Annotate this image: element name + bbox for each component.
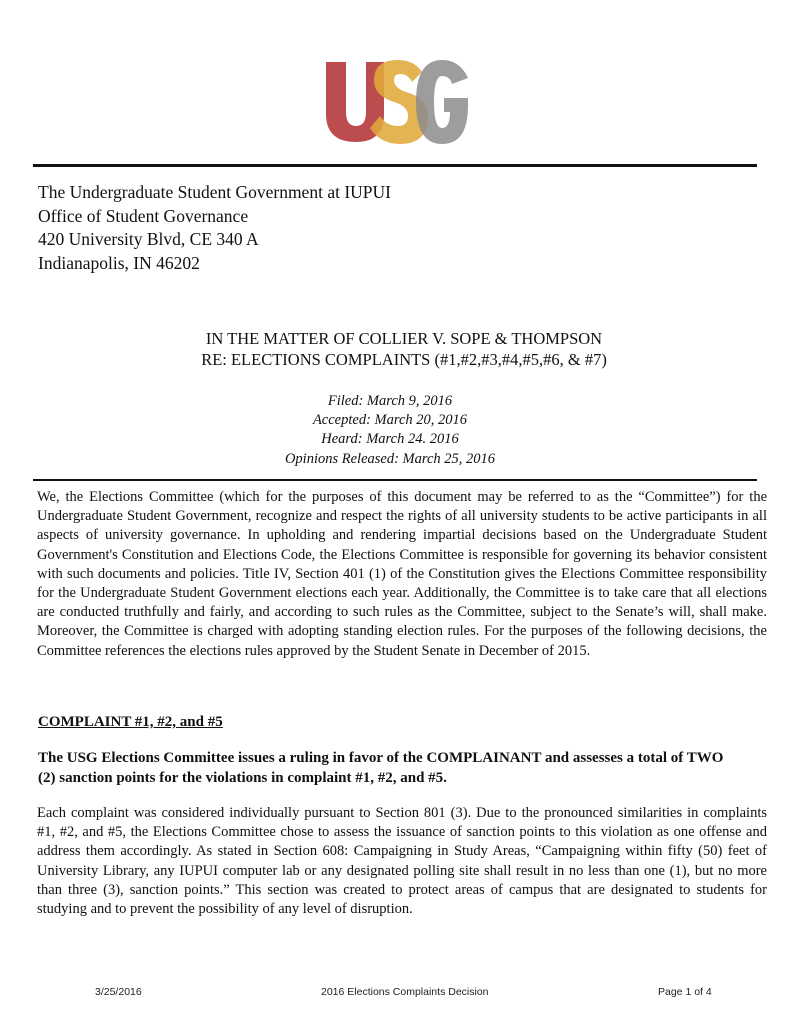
case-caption <box>0 328 808 370</box>
top-divider <box>33 164 757 167</box>
footer-page-number: Page 1 of 4 <box>658 986 712 998</box>
case-title: IN THE MATTER OF COLLIER V. SOPE & THOMPSON <box>205 329 603 348</box>
logo-letter-g <box>416 60 468 144</box>
intro-paragraph: We, the Elections Committee (which for the purposes of this document may be referred to as the “Committee”) for the Undergraduate Student Government, recognize and respect the rights of all university students to be active participants in all aspects of university governance. In upholding and rendering impartial decisions based on the Undergraduate Student Government's Constitution and Elections Code, the Elections Committee is responsible for governing its behavior consistent with such documents and policies. Title IV, Section 401 (1) of the Constitution gives the Elections Committee responsibility for the Undergraduate Student Government elections each year. Additionally, the Committee is to take care that all elections are conducted truthfully and fairly, and according to such rules as the Committee, subject to the Senate’s will, shall make. Moreover, the Committee is charged with adopting standing election rules. For the purposes of the following decisions, the Committee references the elections rules approved by the Student Senate in December of 2015. <box>37 489 767 659</box>
case-subject: RE: ELECTIONS COMPLAINTS (#1,#2,#3,#4,#5,#6, & #7) <box>201 350 607 369</box>
released-date: Opinions Released: March 25, 2016 <box>284 450 496 467</box>
usg-logo <box>322 56 472 146</box>
city-state-zip: Indianapolis, IN 46202 <box>38 252 200 273</box>
section-heading: COMPLAINT #1, #2, and #5 <box>38 714 223 730</box>
accepted-date: Accepted: March 20, 2016 <box>312 412 468 429</box>
heard-date: Heard: March 24. 2016 <box>321 431 459 448</box>
street-address: 420 University Blvd, CE 340 A <box>38 229 259 249</box>
footer-date: 3/25/2016 <box>95 986 142 998</box>
case-dates <box>0 392 780 469</box>
ruling-statement: The USG Elections Committee issues a ruling in favor of the COMPLAINANT and assesses a total of TWO (2) sanction points for the violations in complaint #1, #2, and #5. <box>38 750 724 786</box>
middle-divider <box>33 479 757 481</box>
organization-name: The Undergraduate Student Government at IUPUI <box>38 182 391 202</box>
office-name: Office of Student Governance <box>38 205 249 226</box>
section-body-paragraph: Each complaint was considered individually pursuant to Section 801 (3). Due to the pronounced similarities in complaints #1, #2, and #5, the Elections Committee chose to assess the issuance of sanction points to this violation as one offense and address them accordingly. As stated in Section 608: Campaigning in Study Areas, “Campaigning within fifty (50) feet of University Library, any IUPUI computer lab or any designated polling site shall result in no less than one (1), but no more than three (3), sanction points.” This section was created to protect areas of campus that are designated to students for studying and to prevent the possibility of any level of disruption. <box>37 805 767 918</box>
footer-title: 2016 Elections Complaints Decision <box>321 986 489 998</box>
organization-address <box>38 181 391 275</box>
filed-date: Filed: March 9, 2016 <box>327 393 453 409</box>
